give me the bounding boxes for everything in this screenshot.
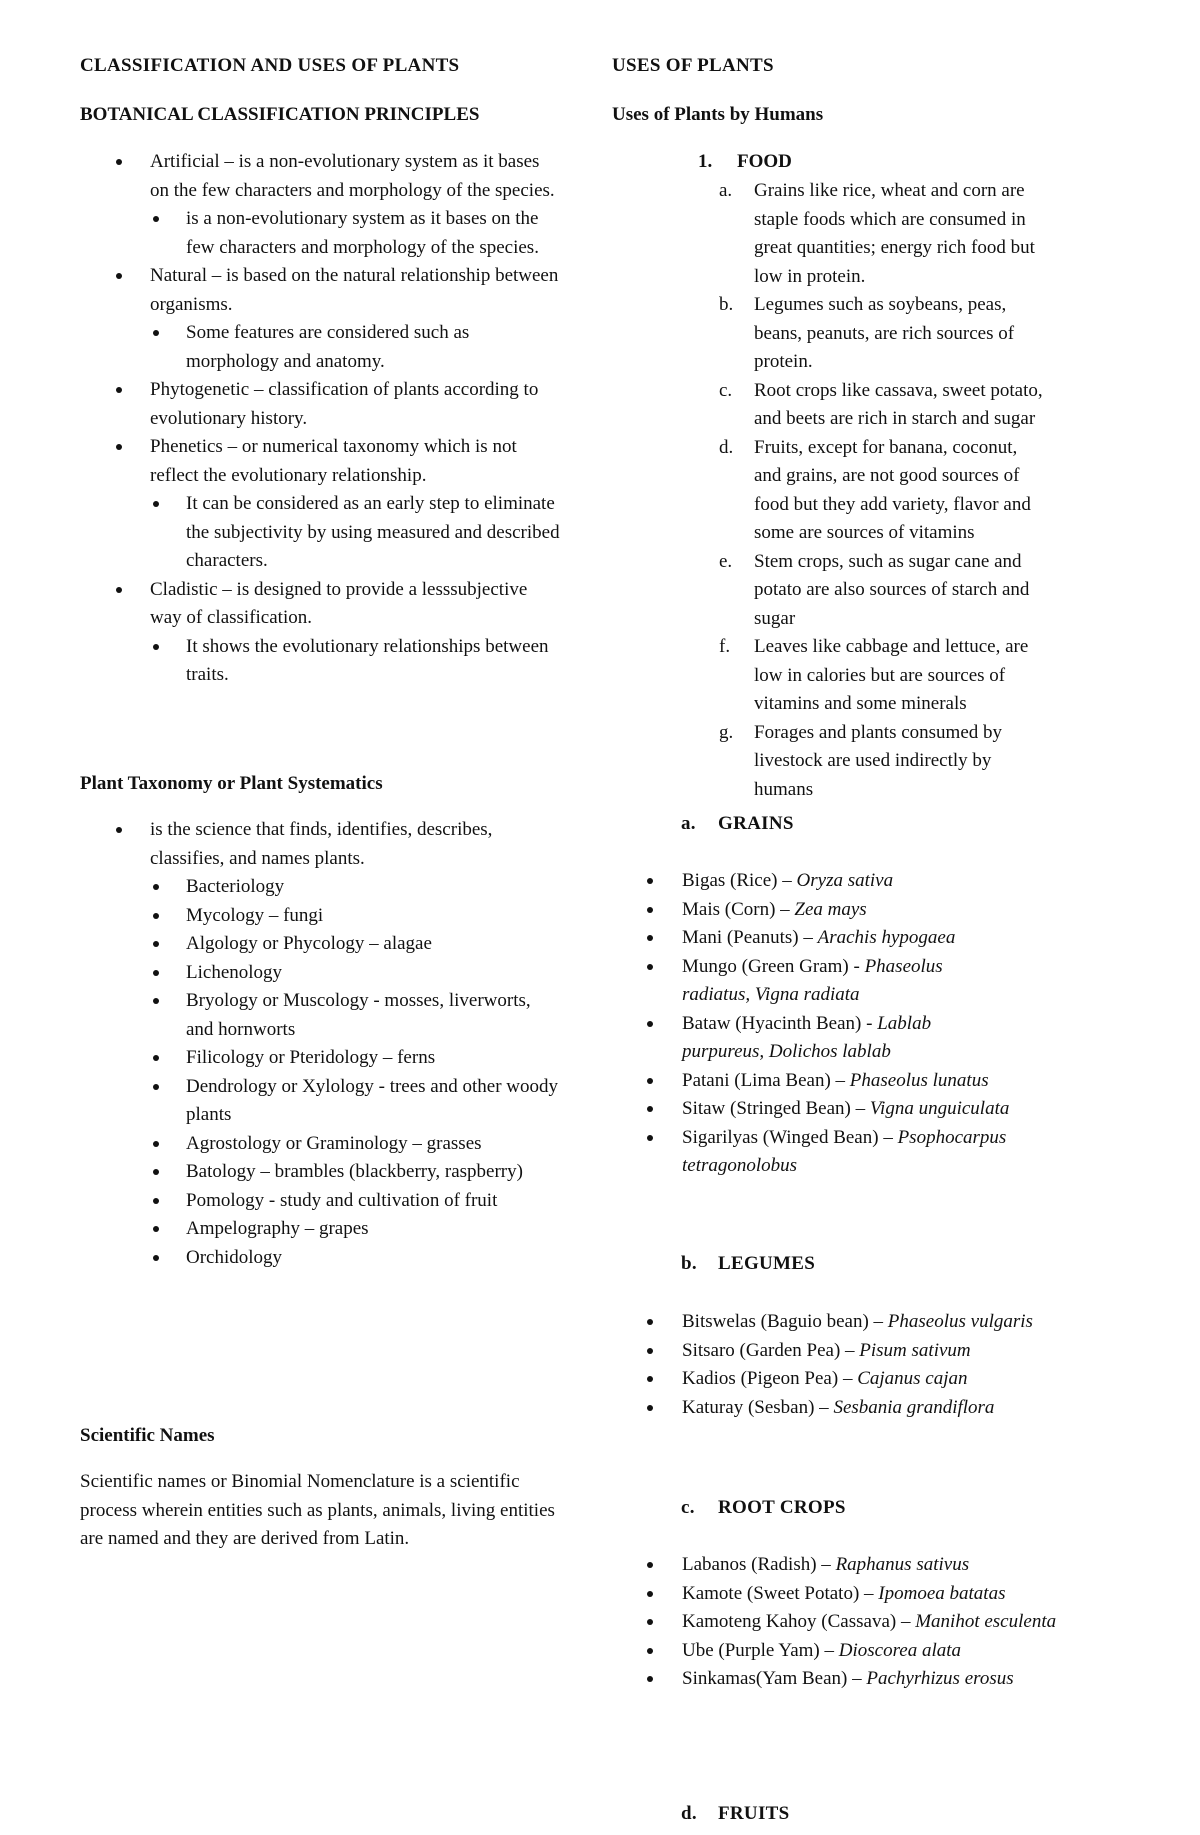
grains-heading: [681, 810, 794, 839]
taxonomy-subitem: [80, 1073, 560, 1130]
root-crop-scientific-name: Manihot esculenta: [915, 1611, 1057, 1632]
scientific-names-heading: Scientific Names: [80, 1425, 215, 1446]
principle-subitem: [80, 633, 560, 690]
taxonomy-subitem: [80, 987, 560, 1044]
taxonomy-subitem: [80, 1130, 560, 1159]
fruits-heading-text: FRUITS: [718, 1803, 790, 1824]
food-item: [612, 377, 1044, 434]
grains-letter: a.: [681, 813, 696, 834]
taxonomy-subitem: [80, 930, 560, 959]
legume-common-name: Katuray (Sesban) –: [682, 1396, 834, 1418]
legume-common-name: Kadios (Pigeon Pea) –: [682, 1368, 858, 1389]
taxonomy-subtext: Agrostology or Graminology – grasses: [186, 1132, 482, 1154]
legume-scientific-name: Phaseolus vulgaris: [887, 1311, 1033, 1332]
principles-heading: BOTANICAL CLASSIFICATION PRINCIPLES: [80, 104, 480, 125]
grain-item: [612, 1010, 1012, 1067]
taxonomy-subtext: Algology or Phycology – alagae: [186, 933, 432, 954]
grain-item: [612, 896, 1012, 925]
food-list: [612, 177, 1132, 804]
root-crops-heading: [681, 1494, 846, 1523]
food-item: [612, 548, 1044, 634]
root-crop-common-name: Labanos (Radish) –: [682, 1554, 836, 1575]
grain-common-name: Bigas (Rice) –: [682, 870, 797, 891]
legumes-list: [612, 1308, 1112, 1422]
food-item-text: Forages and plants consumed by livestock are used indirectly by humans: [754, 721, 1003, 800]
root-crop-scientific-name: Raphanus sativus: [835, 1554, 970, 1575]
grain-item: [612, 953, 1012, 1010]
food-item-letter: f.: [719, 636, 731, 657]
root-crop-common-name: Kamote (Sweet Potato) –: [682, 1582, 879, 1604]
principle-text: Cladistic – is designed to provide a lesssubjective way of classification.: [150, 578, 528, 628]
root-crop-scientific-name: Ipomoea batatas: [878, 1582, 1006, 1604]
grain-common-name: Sitaw (Stringed Bean) –: [682, 1098, 870, 1119]
food-item-letter: e.: [719, 550, 733, 572]
principle-item: [80, 433, 560, 490]
taxonomy-subitem: [80, 902, 560, 931]
food-item: [612, 719, 1044, 805]
food-number: 1.: [698, 151, 713, 172]
food-item-letter: b.: [719, 294, 734, 315]
page-title: CLASSIFICATION AND USES OF PLANTS: [80, 55, 460, 76]
food-item-text: Legumes such as soybeans, peas, beans, peanuts, are rich sources of protein.: [754, 294, 1015, 372]
root-crop-scientific-name: Pachyrhizus erosus: [866, 1668, 1014, 1689]
legume-common-name: Bitswelas (Baguio bean) –: [682, 1311, 888, 1332]
taxonomy-subitem: [80, 1244, 560, 1273]
taxonomy-subtext: Batology – brambles (blackberry, raspberry): [186, 1161, 523, 1182]
grains-heading-text: GRAINS: [718, 813, 794, 834]
taxonomy-subtext: Bryology or Muscology - mosses, liverworts, and hornworts: [186, 990, 531, 1040]
root-crop-scientific-name: Dioscorea alata: [838, 1639, 962, 1661]
grain-item: [612, 1095, 1012, 1124]
legume-common-name: Sitsaro (Garden Pea) –: [682, 1339, 860, 1361]
grain-scientific-name: Oryza sativa: [796, 870, 894, 891]
taxonomy-item: [80, 816, 560, 873]
principle-subtext: is a non-evolutionary system as it bases on the few characters and morphology of the species.: [186, 208, 539, 258]
root-crop-item: [612, 1608, 1152, 1637]
legumes-heading: [681, 1250, 815, 1279]
fruits-letter: d.: [681, 1803, 697, 1824]
grain-common-name: Sigarilyas (Winged Bean) –: [682, 1126, 898, 1148]
principle-text: Natural – is based on the natural relationship between organisms.: [150, 265, 559, 315]
principle-item: [80, 262, 560, 319]
uses-heading: Uses of Plants by Humans: [612, 104, 824, 125]
grain-common-name: Mani (Peanuts) –: [682, 927, 818, 948]
root-crops-list: [612, 1551, 1152, 1694]
taxonomy-subitem: [80, 1044, 560, 1073]
food-item-text: Root crops like cassava, sweet potato, and beets are rich in starch and sugar: [754, 379, 1043, 429]
taxonomy-subtext: Pomology - study and cultivation of fruit: [186, 1189, 498, 1211]
grain-item: [612, 867, 1012, 896]
food-item-letter: g.: [719, 721, 734, 743]
legume-scientific-name: Pisum sativum: [859, 1339, 971, 1361]
grain-scientific-name: Phaseolus lunatus: [849, 1069, 989, 1091]
scientific-names-paragraph: Scientific names or Binomial Nomenclature is a scientific process wherein entities such as plants, animals, living entities are named and they are derived from Latin.: [80, 1471, 555, 1549]
food-item: [612, 633, 1044, 719]
principle-subtext: Some features are considered such as morphology and anatomy.: [186, 322, 470, 372]
food-item-text: Fruits, except for banana, coconut, and grains, are not good sources of food but they add variety, flavor and some are sources of vitamins: [754, 436, 1031, 543]
grain-scientific-name: Psophocarpus tetragonolobus: [682, 1126, 1007, 1176]
food-heading: [698, 148, 792, 177]
principle-subitem: [80, 205, 560, 262]
food-item-letter: c.: [719, 379, 733, 401]
grain-common-name: Bataw (Hyacinth Bean) -: [682, 1012, 878, 1034]
taxonomy-subtext: Mycology – fungi: [186, 904, 324, 926]
principle-subtext: It shows the evolutionary relationships between traits.: [186, 635, 549, 685]
grain-item: [612, 1124, 1012, 1181]
grain-scientific-name: Phaseolus radiatus, Vigna radiata: [682, 955, 943, 1005]
taxonomy-subtext: Dendrology or Xylology - trees and other woody plants: [186, 1075, 559, 1125]
taxonomy-subitem: [80, 1158, 560, 1187]
legume-scientific-name: Cajanus cajan: [857, 1368, 968, 1389]
legumes-heading-text: LEGUMES: [718, 1253, 816, 1274]
legume-item: [612, 1365, 1112, 1394]
food-item-text: Leaves like cabbage and lettuce, are low in calories but are sources of vitamins and some minerals: [754, 636, 1029, 714]
root-crop-item: [612, 1637, 1152, 1666]
food-item-letter: d.: [719, 436, 734, 458]
food-item: [612, 177, 1044, 291]
food-item-text: Stem crops, such as sugar cane and potato are also sources of starch and sugar: [754, 550, 1030, 629]
taxonomy-subtext: Ampelography – grapes: [186, 1218, 369, 1239]
food-item: [612, 434, 1044, 548]
taxonomy-text: is the science that finds, identifies, describes, classifies, and names plants.: [150, 819, 493, 869]
taxonomy-subtext: Filicology or Pteridology – ferns: [186, 1047, 436, 1068]
principle-text: Phytogenetic – classification of plants according to evolutionary history.: [150, 379, 539, 429]
food-item-text: Grains like rice, wheat and corn are staple foods which are consumed in great quantities; energy rich food but low in protein.: [754, 180, 1035, 287]
legume-item: [612, 1308, 1112, 1337]
grain-common-name: Patani (Lima Bean) –: [682, 1069, 850, 1091]
root-crop-item: [612, 1551, 1152, 1580]
legumes-letter: b.: [681, 1253, 697, 1274]
taxonomy-subitem: [80, 959, 560, 988]
grain-common-name: Mungo (Green Gram) -: [682, 955, 865, 977]
uses-title: USES OF PLANTS: [612, 55, 774, 76]
principle-subtext: It can be considered as an early step to eliminate the subjectivity by using measured and described characters.: [186, 493, 560, 571]
taxonomy-subitem: [80, 1215, 560, 1244]
root-crop-item: [612, 1665, 1152, 1694]
grain-scientific-name: Lablab purpureus, Dolichos lablab: [682, 1012, 932, 1062]
principle-item: [80, 148, 560, 205]
root-crop-common-name: Ube (Purple Yam) –: [682, 1639, 839, 1661]
root-crops-heading-text: ROOT CROPS: [718, 1497, 846, 1518]
food-item: [612, 291, 1044, 377]
taxonomy-subtext: Lichenology: [186, 961, 283, 983]
grain-scientific-name: Zea mays: [794, 898, 867, 920]
taxonomy-subitem: [80, 873, 560, 902]
principle-text: Phenetics – or numerical taxonomy which is not reflect the evolutionary relationship.: [150, 436, 517, 486]
grain-scientific-name: Vigna unguiculata: [869, 1098, 1010, 1119]
principle-item: [80, 376, 560, 433]
fruits-heading: [681, 1800, 789, 1829]
legume-item: [612, 1337, 1112, 1366]
grain-item: [612, 924, 1012, 953]
taxonomy-subitem: [80, 1187, 560, 1216]
grain-common-name: Mais (Corn) –: [682, 898, 795, 920]
taxonomy-list: [80, 816, 560, 1272]
principle-subitem: [80, 490, 560, 576]
root-crop-item: [612, 1580, 1152, 1609]
taxonomy-subtext: Bacteriology: [186, 876, 285, 897]
taxonomy-subtext: Orchidology: [186, 1246, 283, 1268]
principle-text: Artificial – is a non-evolutionary system as it bases on the few characters and morphology of the species.: [150, 151, 555, 201]
root-crop-common-name: Sinkamas(Yam Bean) –: [682, 1668, 867, 1689]
grains-list: [612, 867, 1012, 1181]
grain-scientific-name: Arachis hypogaea: [817, 927, 956, 948]
grain-item: [612, 1067, 1012, 1096]
legume-scientific-name: Sesbania grandiflora: [833, 1396, 995, 1418]
root-crop-common-name: Kamoteng Kahoy (Cassava) –: [682, 1611, 916, 1632]
root-crops-letter: c.: [681, 1497, 695, 1518]
legume-item: [612, 1394, 1112, 1423]
food-item-letter: a.: [719, 180, 733, 201]
taxonomy-heading: Plant Taxonomy or Plant Systematics: [80, 773, 383, 794]
food-heading-text: FOOD: [737, 151, 792, 172]
principle-item: [80, 576, 560, 633]
principle-subitem: [80, 319, 560, 376]
principles-list: [80, 148, 560, 690]
